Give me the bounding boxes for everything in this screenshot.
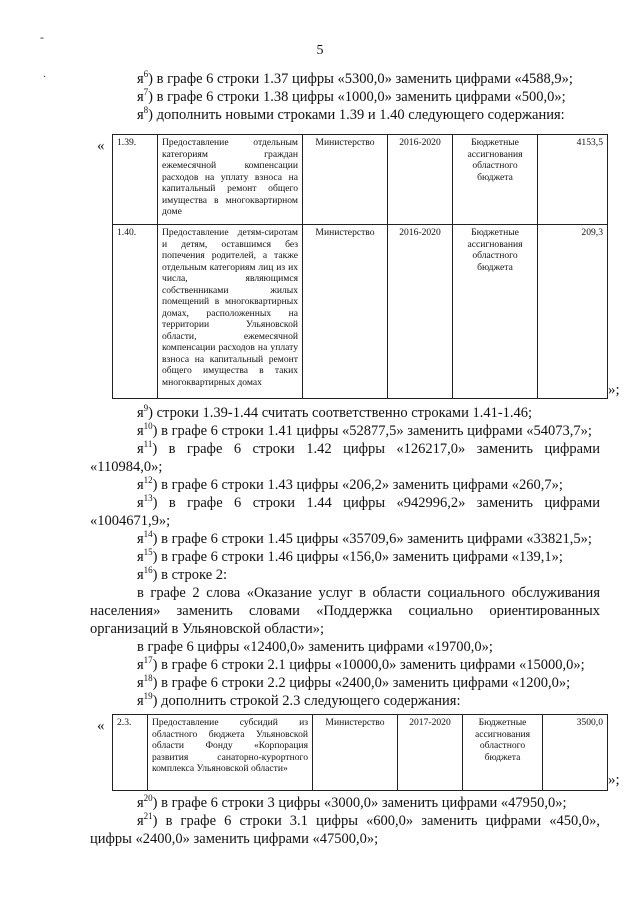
amendment-line-20: $я^{20}$) в графе 6 строки 3 цифры «3000,0» заменить цифрами «47950,0»; [137, 793, 567, 811]
close-quote: »; [608, 382, 620, 398]
row-org: Министерство [303, 225, 388, 399]
page-number: 5 [316, 43, 324, 58]
amendment-line-18: $я^{18}$) в графе 6 строки 2.2 цифры «2400,0» заменить цифрами «1200,0»; [137, 673, 571, 691]
table-row [113, 135, 608, 225]
amendment-line-11: $я^{11}$) в графе 6 строки 1.42 цифры «126217,0» заменить цифрами [137, 440, 600, 457]
row-number: 1.40. [113, 225, 158, 399]
amendment-line-13: $я^{13}$) в графе 6 строки 1.44 цифры «942996,2» заменить цифрами [137, 494, 600, 511]
amendment-line-6: $я^6$) в графе 6 строки 1.37 цифры «5300,0» заменить цифрами «4588,9»; [137, 69, 573, 87]
inserted-row-table [112, 714, 608, 791]
row-source: Бюджетные ассигнования областного бюджета [453, 135, 538, 225]
paragraph-line: в графе 2 слова «Оказание услуг в области социального обслуживания [137, 585, 600, 601]
scan-mark: - [40, 30, 44, 44]
row-source: Бюджетные ассигнования областного бюджета [453, 225, 538, 399]
amendment-line-16: $я^{16}$) в строке 2: [137, 565, 228, 583]
paragraph-line: в графе 6 цифры «12400,0» заменить цифрами «19700,0»; [137, 639, 493, 655]
paragraph-line: населения» заменить словами «Поддержка социально ориентированных [90, 603, 600, 619]
row-number: 2.3. [113, 715, 148, 791]
amendment-line-21: $я^{21}$) в графе 6 строки 3.1 цифры «600,0» заменить цифрами «450,0», [137, 812, 600, 829]
scan-mark: . [43, 66, 46, 80]
row-amount: 3500,0 [543, 715, 608, 791]
amendment-line-7: $я^7$) в графе 6 строки 1.38 цифры «1000,0» заменить цифрами «500,0»; [137, 87, 566, 105]
inserted-rows-table [112, 134, 608, 399]
close-quote: »; [608, 772, 620, 788]
row-name: Предоставление отдельным категориям граждан ежемесячной компенсации расходов на уплату взноса на капитальный ремонт общего имущества в многоквартирном доме [158, 135, 303, 225]
amendment-line-12: $я^{12}$) в графе 6 строки 1.43 цифры «206,2» заменить цифрами «260,7»; [137, 475, 563, 493]
row-years: 2016-2020 [388, 225, 453, 399]
amendment-line-21-cont: цифры «2400,0» заменить цифрами «47500,0»; [90, 831, 379, 847]
amendment-line-10: $я^{10}$) в графе 6 строки 1.41 цифры «52877,5» заменить цифрами «54073,7»; [137, 421, 592, 439]
row-number: 1.39. [113, 135, 158, 225]
row-source: Бюджетные ассигнования областного бюджета [463, 715, 543, 791]
open-quote: « [97, 718, 105, 734]
amendment-line-8: $я^8$) дополнить новыми строками 1.39 и 1.40 следующего содержания: [137, 105, 565, 123]
row-name: Предоставление субсидий из областного бюджета Ульяновской области Фонду «Корпорация развития санаторно-курортного комплекса Ульяновской области» [148, 715, 313, 791]
row-amount: 4153,5 [538, 135, 608, 225]
amendment-line-11-cont: «110984,0»; [90, 459, 163, 475]
row-org: Министерство [313, 715, 398, 791]
row-name: Предоставление детям-сиротам и детям, оставшимся без попечения родителей, а также отдельным категориям лиц из их числа, являющимся собственниками жилых помещений в многоквартирных домах, расположенных на территории Ульяновской области, ежемесячной компенсации расходов на уплату взноса на капитальный ремонт общего имущества в таких многоквартирных домах [158, 225, 303, 399]
amendment-line-9: $я^9$) строки 1.39-1.44 считать соответственно строками 1.41-1.46; [137, 403, 533, 421]
table-row [113, 715, 608, 791]
amendment-line-15: $я^{15}$) в графе 6 строки 1.46 цифры «156,0» заменить цифрами «139,1»; [137, 547, 563, 565]
row-amount: 209,3 [538, 225, 608, 399]
row-org: Министерство [303, 135, 388, 225]
open-quote: « [97, 138, 105, 154]
table-row [113, 225, 608, 399]
amendment-line-14: $я^{14}$) в графе 6 строки 1.45 цифры «35709,6» заменить цифрами «33821,5»; [137, 529, 592, 547]
amendment-line-17: $я^{17}$) в графе 6 строки 2.1 цифры «10000,0» заменить цифрами «15000,0»; [137, 655, 585, 673]
paragraph-line: организаций в Ульяновской области»; [90, 621, 324, 637]
amendment-line-13-cont: «1004671,9»; [90, 513, 171, 529]
row-years: 2017-2020 [398, 715, 463, 791]
row-years: 2016-2020 [388, 135, 453, 225]
amendment-line-19: $я^{19}$) дополнить строкой 2.3 следующего содержания: [137, 691, 461, 709]
